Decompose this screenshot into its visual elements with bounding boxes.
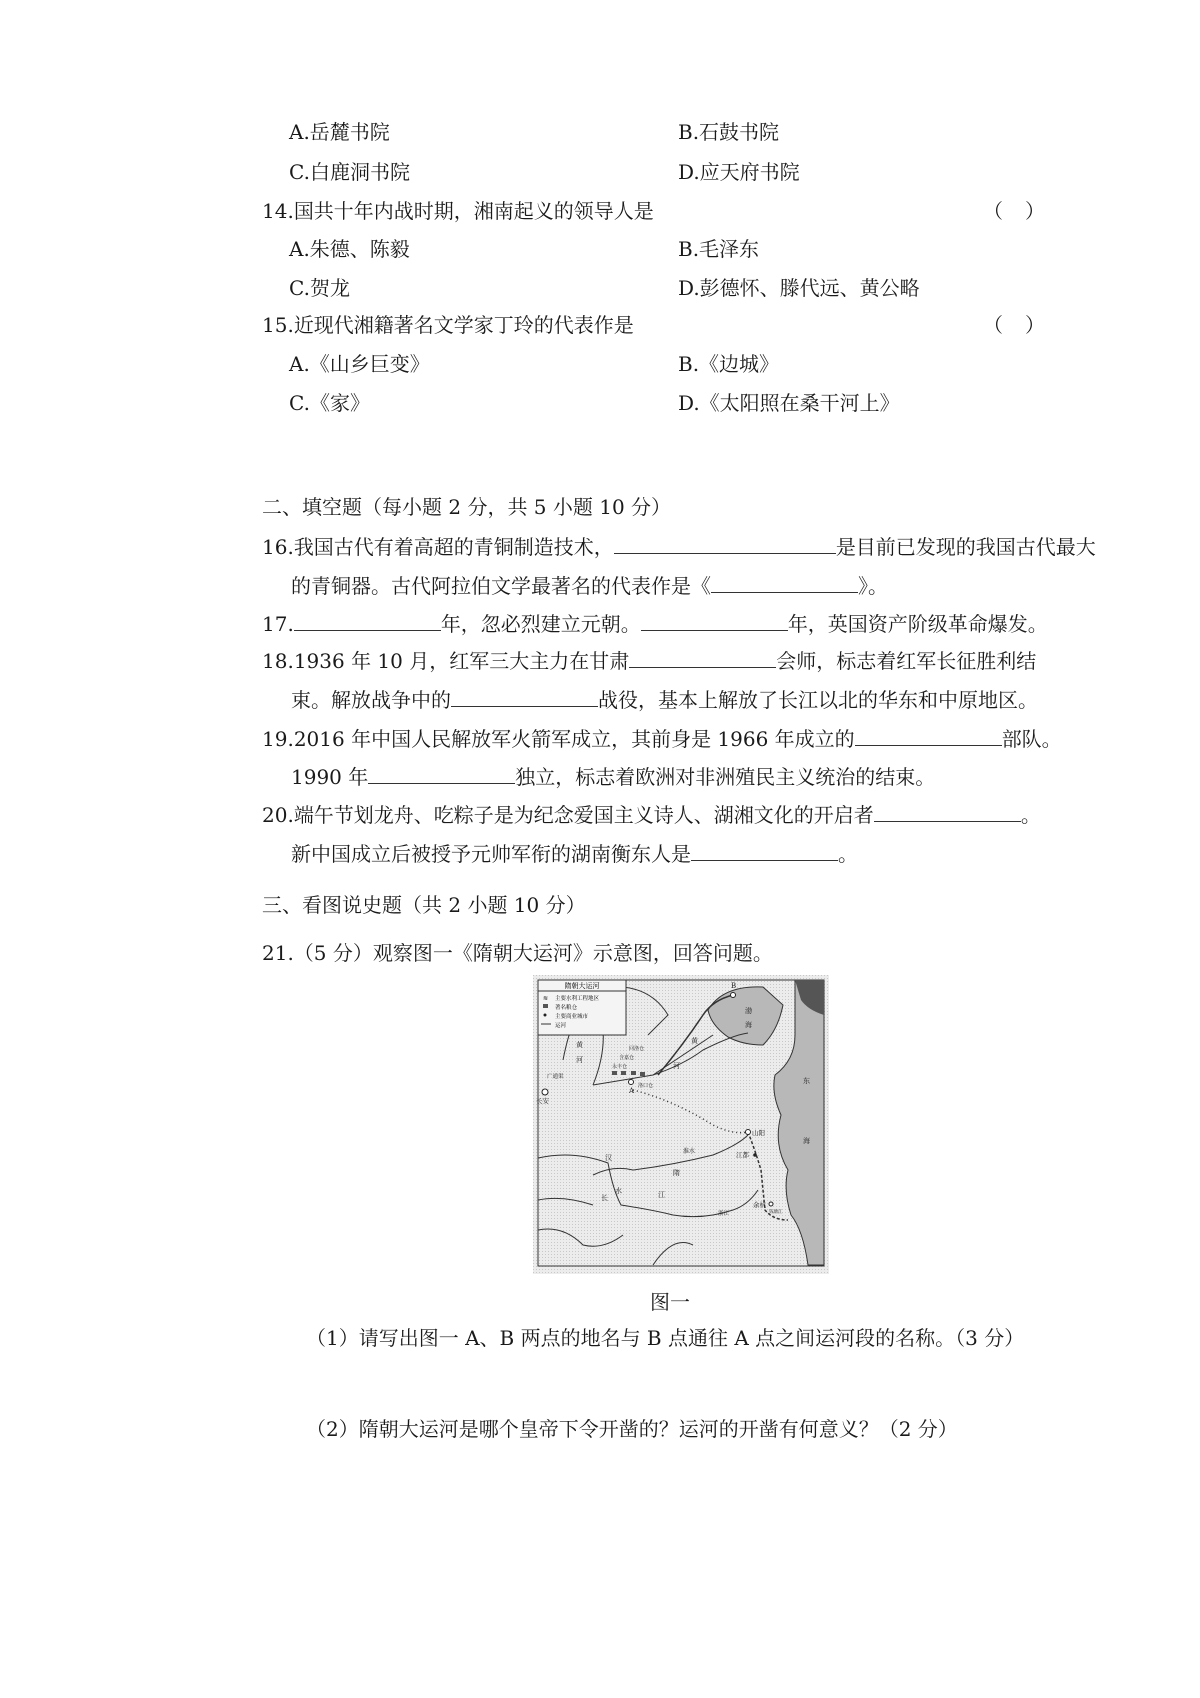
label-yellow-river: 河 — [576, 1056, 583, 1064]
label-shanyang: 山阳 — [752, 1129, 765, 1137]
q15-option-c: C.《家》 — [289, 391, 370, 415]
label-sui: 隋 — [673, 1169, 680, 1177]
text: 我国古代有着高超的青铜制造技术， — [293, 535, 614, 559]
text: 》。 — [858, 574, 888, 598]
question-17 — [262, 612, 1048, 636]
changan-marker — [542, 1089, 548, 1095]
map-title: 隋朝大运河 — [564, 982, 600, 990]
section-3-heading: 三、看图说史题（共 2 小题 10 分） — [262, 893, 586, 917]
shanyang-marker — [746, 1130, 751, 1135]
label-yellow-river: 黄 — [691, 1037, 698, 1045]
text: 战役，基本上解放了长江以北的华东和中原地区。 — [598, 688, 1038, 712]
text: 部队。 — [1001, 727, 1062, 751]
legend-granary: 著名粮仓 — [555, 1005, 578, 1011]
text: 1990 年 — [291, 765, 369, 789]
jiangdu-marker — [753, 1153, 757, 1157]
legend-city: 主要商业城市 — [555, 1014, 589, 1020]
label-jiangdu: 江都 — [736, 1151, 749, 1159]
text: 年，忽必烈建立元朝。 — [440, 612, 641, 636]
label-luokou-granary: 洛口仓 — [638, 1083, 654, 1089]
paren-close: ） — [1025, 313, 1045, 337]
q14-option-c: C.贺龙 — [289, 276, 350, 300]
question-number: 14. — [262, 199, 294, 223]
label-a: A — [629, 1087, 635, 1095]
label-huiluo-granary: 回洛仓 — [629, 1046, 645, 1052]
question-number: 17. — [262, 612, 294, 636]
question-number: 15. — [262, 313, 294, 337]
question-20-line-1 — [262, 803, 1041, 827]
q15-option-a: A.《山乡巨变》 — [289, 352, 430, 376]
label-zhejiang: 浙江 — [718, 1211, 730, 1217]
label-huai-river: 淮水 — [683, 1148, 696, 1155]
label-guangtong-canal: 广通渠 — [547, 1074, 564, 1080]
text: 是目前已发现的我国古代最大 — [835, 535, 1096, 559]
question-21-part-1: （1）请写出图一 A、B 两点的地名与 B 点通往 A 点之间运河段的名称。（3 分） — [306, 1326, 1025, 1350]
answer-blank[interactable] — [294, 612, 441, 631]
text: 。 — [838, 842, 858, 866]
text: 。 — [1020, 803, 1041, 827]
text: 2016 年中国人民解放军火箭军成立，其前身是 1966 年成立的 — [293, 727, 855, 751]
question-number: 16. — [262, 535, 294, 559]
text: 的青铜器。古代阿拉伯文学最著名的代表作是《 — [291, 574, 711, 598]
section-2-heading: 二、填空题（每小题 2 分，共 5 小题 10 分） — [262, 495, 672, 519]
label-yangtze: 江 — [658, 1191, 665, 1199]
text: 会师，标志着红军长征胜利结 — [776, 649, 1037, 673]
q13-option-c: C.白鹿洞书院 — [289, 160, 410, 184]
q15-option-d: D.《太阳照在桑干河上》 — [678, 391, 900, 415]
legend-canal: 运河 — [555, 1023, 567, 1029]
label-b: B — [731, 982, 737, 990]
question-14 — [262, 199, 654, 223]
label-qiantang-river: 钱塘江 — [769, 1210, 783, 1215]
text: 1936 年 10 月，红军三大主力在甘肃 — [293, 649, 630, 673]
answer-blank[interactable] — [451, 688, 598, 707]
question-18-line-1 — [262, 649, 1036, 673]
answer-blank[interactable] — [614, 535, 836, 554]
text: 独立，标志着欧洲对非洲殖民主义统治的结束。 — [515, 765, 936, 789]
question-18-line-2 — [291, 688, 1038, 712]
label-yellow-river: 黄 — [576, 1041, 583, 1049]
question-16-line-2 — [291, 574, 888, 598]
label-yellow-river: 河 — [673, 1062, 680, 1070]
yuhang-marker — [769, 1202, 773, 1206]
question-number: 19. — [262, 727, 294, 751]
label-bohai: 海 — [745, 1021, 752, 1029]
question-stem: 近现代湘籍著名文学家丁玲的代表作是 — [293, 313, 634, 337]
svg-text:≋: ≋ — [543, 995, 549, 1002]
q13-option-d: D.应天府书院 — [678, 160, 800, 184]
label-yongfeng-granary: 永丰仓 — [612, 1064, 628, 1070]
label-river: 水 — [615, 1187, 622, 1195]
label-yuhang: 余杭 — [753, 1201, 766, 1209]
q13-option-a: A.岳麓书院 — [289, 120, 390, 144]
question-number: 18. — [262, 649, 294, 673]
label-hanjia-granary: 含嘉仓 — [619, 1055, 635, 1061]
sui-grand-canal-map — [533, 975, 829, 1274]
point-b-marker — [731, 993, 736, 998]
question-20-line-2 — [291, 842, 858, 866]
text: 新中国成立后被授予元帅军衔的湖南衡东人是 — [291, 842, 691, 866]
answer-paren — [983, 199, 1045, 223]
question-21-part-2: （2）隋朝大运河是哪个皇帝下令开凿的？运河的开凿有何意义？（2 分） — [306, 1417, 958, 1441]
label-donghai: 东 — [803, 1077, 810, 1085]
q15-option-b: B.《边城》 — [678, 352, 780, 376]
paren-open: （ — [983, 199, 1003, 223]
paren-open: （ — [983, 313, 1003, 337]
label-han-river: 汉 — [605, 1154, 612, 1162]
label-yangtze: 长 — [601, 1194, 608, 1202]
legend-irrigation: 主要水利工程地区 — [555, 996, 600, 1002]
question-number: 20. — [262, 803, 294, 827]
label-changan: 长安 — [536, 1097, 549, 1105]
label-bohai: 渤 — [745, 1007, 752, 1015]
question-19-line-1 — [262, 727, 1062, 751]
text: 端午节划龙舟、吃粽子是为纪念爱国主义诗人、湖湘文化的开启者 — [293, 803, 874, 827]
text: 束。解放战争中的 — [291, 688, 451, 712]
q14-option-b: B.毛泽东 — [678, 237, 760, 261]
q14-option-d: D.彭德怀、滕代远、黄公略 — [678, 276, 920, 300]
question-19-line-2 — [291, 765, 935, 789]
answer-blank[interactable] — [711, 574, 858, 593]
q13-option-b: B.石鼓书院 — [678, 120, 780, 144]
question-21-stem: 21.（5 分）观察图一《隋朝大运河》示意图，回答问题。 — [262, 941, 773, 965]
text: 年，英国资产阶级革命爆发。 — [787, 612, 1048, 636]
figure-caption: 图一 — [650, 1290, 690, 1314]
question-16-line-1 — [262, 535, 1096, 559]
answer-blank[interactable] — [641, 612, 788, 631]
answer-blank[interactable] — [629, 649, 776, 668]
paren-close: ） — [1025, 199, 1045, 223]
answer-blank[interactable] — [691, 842, 838, 861]
answer-blank[interactable] — [874, 803, 1021, 822]
answer-blank[interactable] — [368, 765, 515, 784]
point-a-marker — [629, 1080, 634, 1085]
label-donghai: 海 — [803, 1137, 810, 1145]
question-15 — [262, 313, 634, 337]
answer-blank[interactable] — [855, 727, 1002, 746]
question-stem: 国共十年内战时期，湘南起义的领导人是 — [293, 199, 654, 223]
q14-option-a: A.朱德、陈毅 — [289, 237, 410, 261]
answer-paren — [983, 313, 1045, 337]
